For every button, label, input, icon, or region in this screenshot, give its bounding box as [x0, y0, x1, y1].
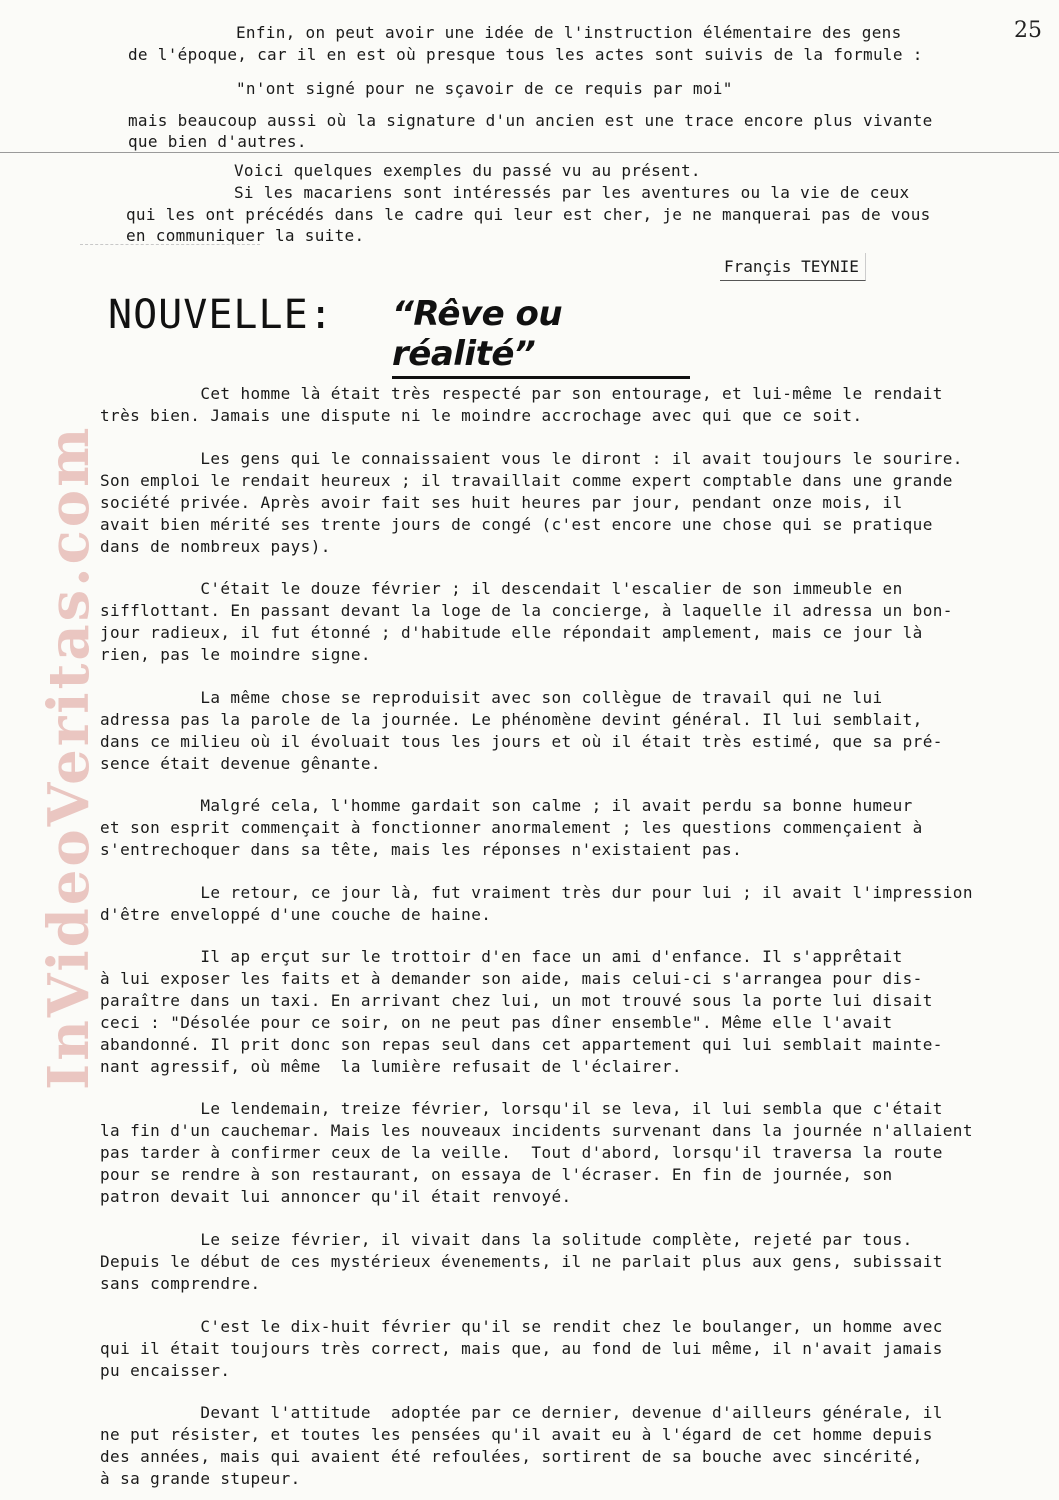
text-line: sans comprendre.: [100, 1274, 261, 1293]
intro-line: mais beaucoup aussi où la signature d'un ancien est une trace encore plus vivante: [128, 111, 933, 130]
story-heading: NOUVELLE:: [108, 292, 334, 338]
text-line: ne put résister, et toutes les pensées qu'il avait eu à l'égard de cet homme depuis: [100, 1425, 933, 1444]
text-line: Son emploi le rendait heureux ; il travaillait comme expert comptable dans une grande: [100, 471, 953, 490]
text-line: des années, mais qui avaient été refoulées, sortirent de sa bouche avec sincérité,: [100, 1447, 923, 1466]
intro-line: de l'époque, car il en est où presque tous les actes sont suivis de la formule :: [128, 45, 923, 64]
text-line: C'était le douze février ; il descendait l'escalier de son immeuble en: [100, 579, 903, 598]
text-line: Malgré cela, l'homme gardait son calme ; il avait perdu sa bonne humeur: [100, 796, 913, 815]
author-signature: Françis TEYNIE: [720, 253, 866, 281]
story-paragraph: [100, 1402, 1050, 1490]
section-divider: [0, 152, 1059, 153]
closing-line: qui les ont précédés dans le cadre qui leur est cher, je ne manquerai pas de vous: [126, 205, 931, 224]
story-paragraph: [100, 1229, 1050, 1295]
text-line: adressa pas la parole de la journée. Le phénomène devint général. Il lui semblait,: [100, 710, 923, 729]
text-line: ceci : "Désolée pour ce soir, on ne peut pas dîner ensemble". Même elle l'avait: [100, 1013, 893, 1032]
text-line: pu encaisser.: [100, 1361, 231, 1380]
text-line: s'entrechoquer dans sa tête, mais les réponses n'existaient pas.: [100, 840, 743, 859]
text-line: Le lendemain, treize février, lorsqu'il se leva, il lui sembla que c'était: [100, 1099, 943, 1118]
text-line: nant agressif, où même la lumière refusait de l'éclairer.: [100, 1057, 682, 1076]
intro-line: que bien d'autres.: [128, 132, 307, 151]
text-line: La même chose se reproduisit avec son collègue de travail qui ne lui: [100, 688, 883, 707]
text-line: dans ce milieu où il évoluait tous les jours et où il était très estimé, que sa pré-: [100, 732, 943, 751]
text-line: Depuis le début de ces mystérieux évenements, il ne parlait plus aux gens, subissait: [100, 1252, 943, 1271]
story-paragraph: [100, 946, 1050, 1078]
text-line: société privée. Après avoir fait ses huit heures par jour, pendant onze mois, il: [100, 493, 903, 512]
text-line: Il ap erçut sur le trottoir d'en face un ami d'enfance. Il s'apprêtait: [100, 947, 903, 966]
text-line: qui il était toujours très correct, mais que, au fond de lui même, il n'avait jamais: [100, 1339, 943, 1358]
closing-line: Voici quelques exemples du passé vu au présent.: [234, 161, 701, 180]
text-line: à sa grande stupeur.: [100, 1469, 301, 1488]
text-line: Le retour, ce jour là, fut vraiment très dur pour lui ; il avait l'impression: [100, 883, 973, 902]
story-paragraph: [100, 882, 1050, 926]
story-paragraph: [100, 687, 1050, 775]
text-line: abandonné. Il prit donc son repas seul dans cet appartement qui lui semblait mainte-: [100, 1035, 943, 1054]
text-line: sence était devenue gênante.: [100, 754, 381, 773]
text-line: très bien. Jamais une dispute ni le moindre accrochage avec qui que ce soit.: [100, 406, 863, 425]
text-line: jour radieux, il fut étonné ; d'habitude elle répondait amplement, mais ce jour là: [100, 623, 923, 642]
story-paragraph: [100, 1098, 1050, 1208]
text-line: patron devait lui annoncer qu'il était renvoyé.: [100, 1187, 572, 1206]
text-line: Le seize février, il vivait dans la solitude complète, rejeté par tous.: [100, 1230, 913, 1249]
text-line: à lui exposer les faits et à demander son aide, mais celui-ci s'arrangea pour dis-: [100, 969, 923, 988]
story-paragraph: [100, 1316, 1050, 1382]
faint-divider: [80, 244, 260, 245]
text-line: C'est le dix-huit février qu'il se rendit chez le boulanger, un homme avec: [100, 1317, 943, 1336]
text-line: Les gens qui le connaissaient vous le diront : il avait toujours le sourire.: [100, 449, 963, 468]
text-line: et son esprit commençait à fonctionner anormalement ; les questions commençaient à: [100, 818, 923, 837]
text-line: avait bien mérité ses trente jours de congé (c'est encore une chose qui se pratique: [100, 515, 933, 534]
intro-line: Enfin, on peut avoir une idée de l'instruction élémentaire des gens: [236, 23, 902, 42]
story-paragraph: [100, 383, 1050, 427]
text-line: pour se rendre à son restaurant, on essaya de l'écraser. En fin de journée, son: [100, 1165, 893, 1184]
text-line: pas tarder à confirmer ceux de la veille. Tout d'abord, lorsqu'il traversa la route: [100, 1143, 943, 1162]
story-paragraph: [100, 448, 1050, 558]
text-line: Devant l'attitude adoptée par ce dernier, devenue d'ailleurs générale, il: [100, 1403, 943, 1422]
watermark: InVideoVeritas.com: [36, 424, 102, 1090]
text-line: d'être enveloppé d'une couche de haine.: [100, 905, 492, 924]
story-paragraph: [100, 795, 1050, 861]
story-paragraph: [100, 578, 1050, 666]
story-subtitle: “Rêve ou réalité”: [392, 294, 690, 379]
page-number: 25: [1014, 18, 1042, 43]
text-line: rien, pas le moindre signe.: [100, 645, 371, 664]
closing-line: Si les macariens sont intéressés par les aventures ou la vie de ceux: [234, 183, 910, 202]
text-line: sifflottant. En passant devant la loge de la concierge, à laquelle il adressa un bon-: [100, 601, 953, 620]
text-line: Cet homme là était très respecté par son entourage, et lui-même le rendait: [100, 384, 943, 403]
closing-line: en communiquer la suite.: [126, 226, 365, 245]
text-line: dans de nombreux pays).: [100, 537, 331, 556]
text-line: paraître dans un taxi. En arrivant chez lui, un mot trouvé sous la porte lui disait: [100, 991, 933, 1010]
intro-quote: "n'ont signé pour ne sçavoir de ce requis par moi": [236, 79, 733, 98]
text-line: la fin d'un cauchemar. Mais les nouveaux incidents survenant dans la journée n'allaient: [100, 1121, 973, 1140]
